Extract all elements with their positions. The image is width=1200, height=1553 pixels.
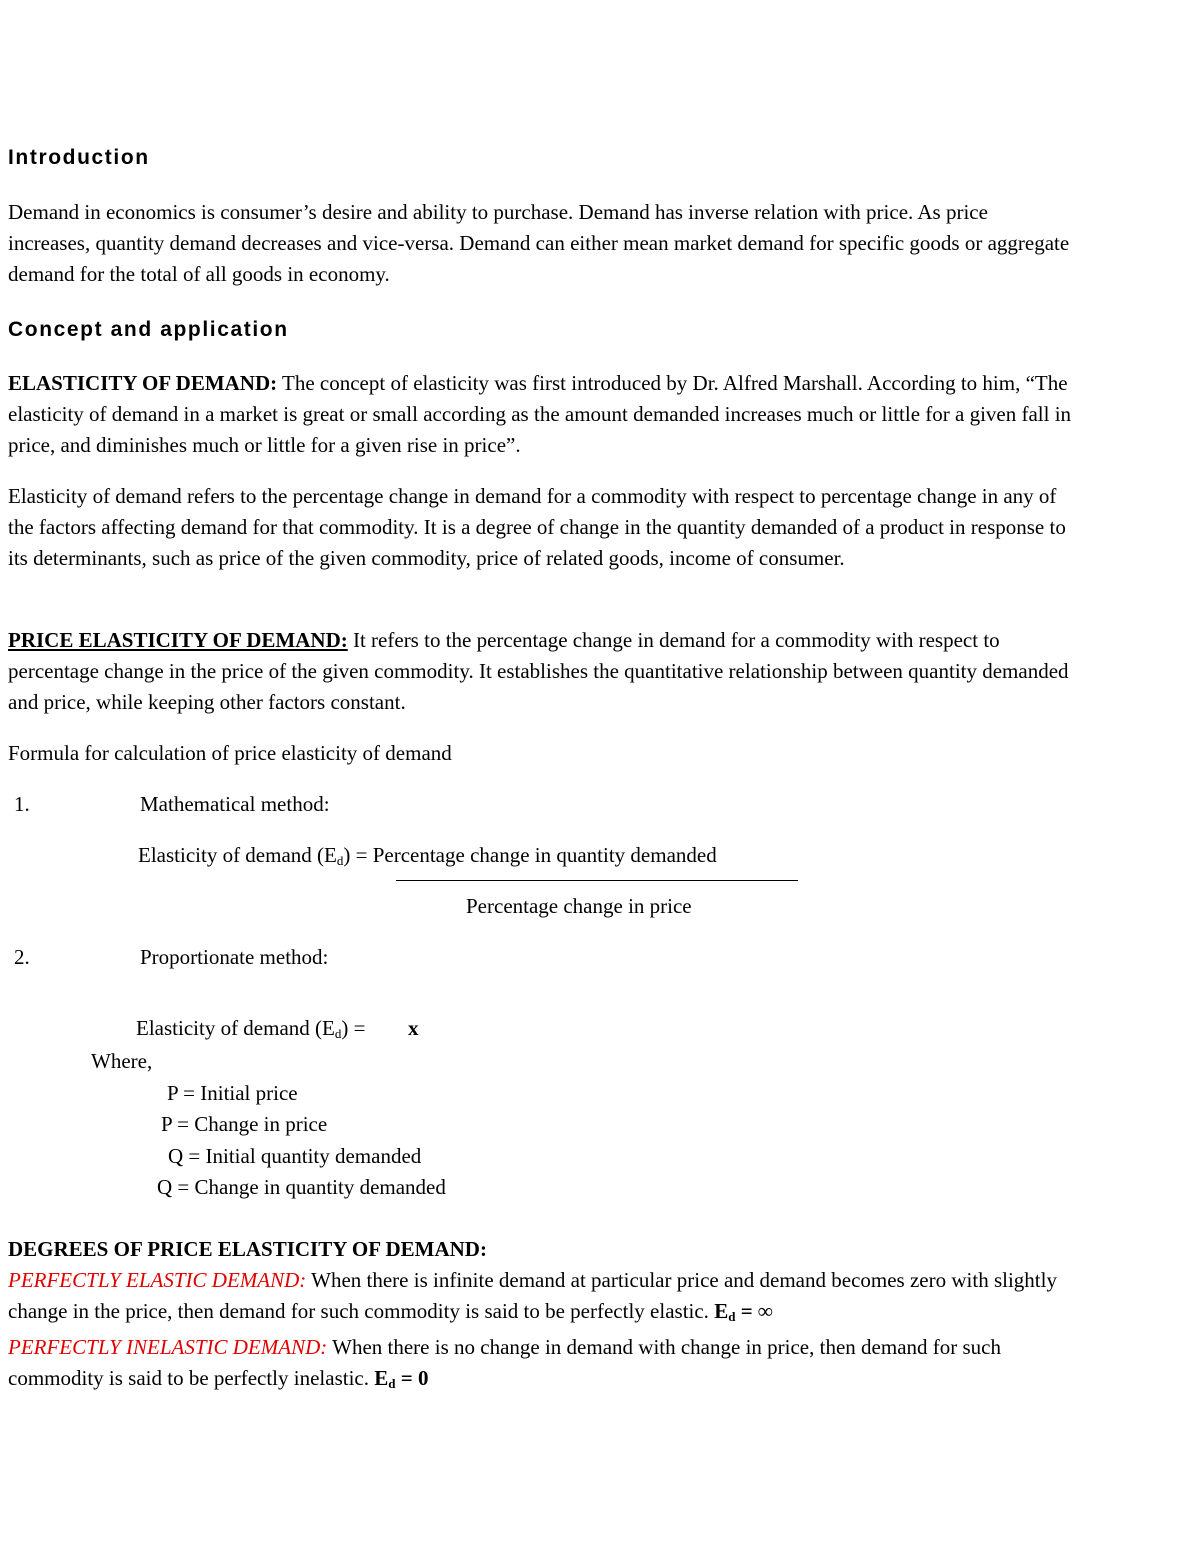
method-2-subscript: d [334, 1026, 342, 1041]
fraction-line [396, 880, 798, 881]
perfectly-inelastic-formula [374, 1366, 428, 1390]
method-1-number: 1. [14, 792, 30, 816]
elasticity-paragraph [8, 368, 1073, 461]
where-label: Where, [91, 1049, 153, 1073]
perfectly-elastic-term: PERFECTLY ELASTIC DEMAND: [8, 1268, 307, 1292]
multiply-symbol: x [408, 1016, 419, 1040]
method-1-denominator: Percentage change in price [466, 894, 692, 918]
method-1-subscript: d [336, 853, 344, 868]
elasticity-text: The concept of elasticity was first introduced by Dr. Alfred Marshall. According to him, “The elasticity of demand in a market is great or small according as the amount demanded increases much or little for a given fall in price, and diminishes much or little for a given rise in price”. [8, 371, 1072, 457]
method-2-lhs: Elasticity of demand (E [136, 1016, 335, 1040]
elasticity-term: ELASTICITY OF DEMAND: [8, 371, 278, 395]
perfectly-elastic-formula [714, 1299, 773, 1323]
introduction-paragraph: Demand in economics is consumer’s desire and ability to purchase. Demand has inverse relation with price. As price increases, quantity demand decreases and vice-versa. Demand can either mean market demand for specific goods or aggregate demand for the total of all goods in economy. [8, 200, 1070, 286]
concept-heading: Concept and application [8, 318, 289, 341]
definition-change-in-price: P = Change in price [161, 1112, 328, 1136]
method-1-equals: ) = [343, 843, 373, 867]
definition-change-in-quantity: Q = Change in quantity demanded [157, 1175, 446, 1199]
elastic-formula-e: E [714, 1299, 729, 1323]
inelastic-formula-value: = 0 [395, 1366, 429, 1390]
method-1-formula [138, 840, 717, 876]
inelastic-formula-subscript: d [388, 1376, 396, 1391]
perfectly-elastic-text: When there is infinite demand at particular price and demand becomes zero with slightly change in the price, then demand for such commodity is said to be perfectly elastic. [8, 1268, 1057, 1323]
perfectly-inelastic-term: PERFECTLY INELASTIC DEMAND: [8, 1335, 328, 1359]
elasticity-definition-paragraph: Elasticity of demand refers to the percentage change in demand for a commodity with respect to percentage change in any of the factors affecting demand for that commodity. It is a degree of change in the quantity demanded of a product in response to its determinants, such as price of the given commodity, price of related goods, income of consumer. [8, 484, 1066, 570]
elastic-formula-value: = ∞ [735, 1299, 773, 1323]
method-2-number: 2. [14, 945, 30, 969]
introduction-heading: Introduction [8, 146, 150, 169]
formula-intro: Formula for calculation of price elasticity of demand [8, 741, 452, 765]
price-elasticity-term: PRICE ELASTICITY OF DEMAND: [8, 628, 348, 652]
method-2-formula [136, 1013, 365, 1049]
definition-initial-price: P = Initial price [167, 1081, 298, 1105]
method-1-lhs: Elasticity of demand (E [138, 843, 337, 867]
price-elasticity-text: It refers to the percentage change in demand for a commodity with respect to percentage change in the price of the given commodity. It establishes the quantitative relationship between quantity demanded and price, while keeping other factors constant. [8, 628, 1069, 714]
inelastic-formula-e: E [374, 1366, 389, 1390]
price-elasticity-paragraph [8, 625, 1073, 718]
method-2-equals: ) = [341, 1016, 366, 1040]
elastic-formula-subscript: d [728, 1309, 736, 1324]
degrees-heading: DEGREES OF PRICE ELASTICITY OF DEMAND: [8, 1237, 487, 1261]
degrees-section [8, 1234, 1073, 1399]
definition-initial-quantity: Q = Initial quantity demanded [168, 1144, 422, 1168]
perfectly-inelastic-text: When there is no change in demand with change in price, then demand for such commodity is said to be perfectly inelastic. [8, 1335, 1001, 1390]
method-1-label: Mathematical method: [140, 792, 330, 816]
method-2-label: Proportionate method: [140, 945, 329, 969]
method-1-numerator: Percentage change in quantity demanded [372, 843, 717, 867]
